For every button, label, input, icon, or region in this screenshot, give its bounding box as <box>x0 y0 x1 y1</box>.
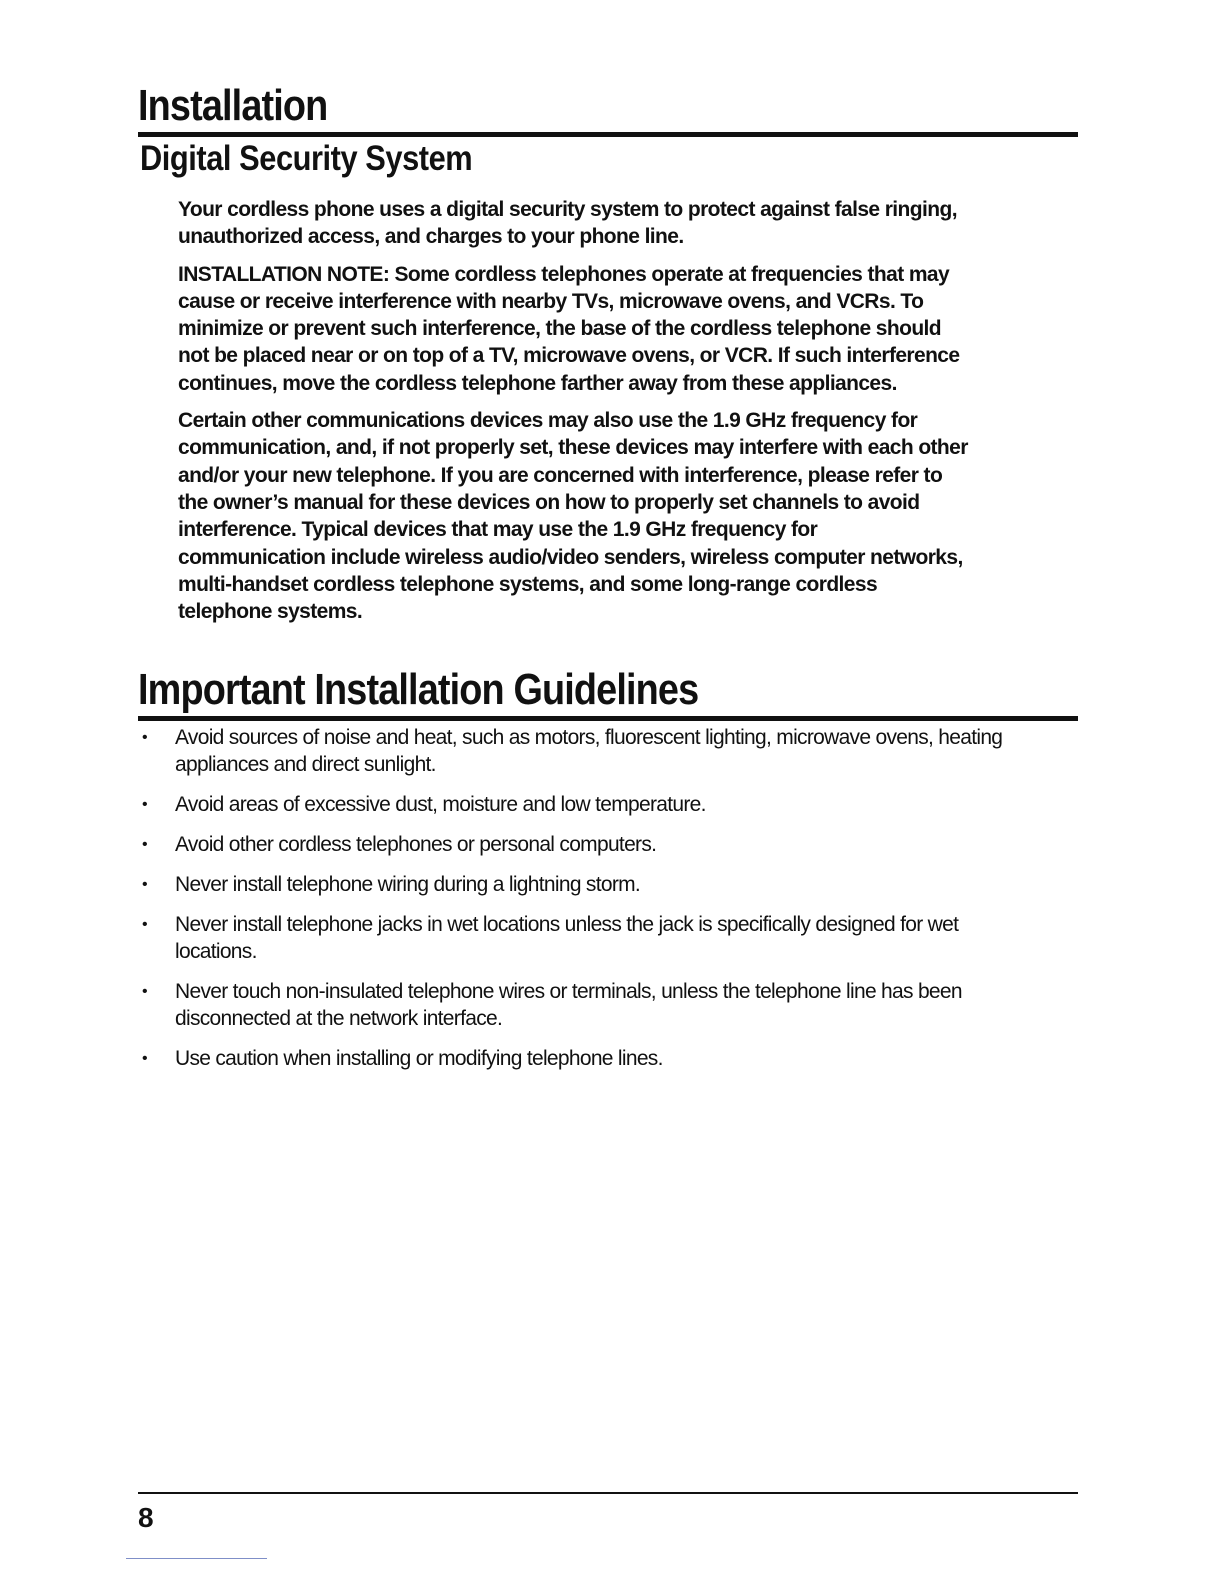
section-title-guidelines <box>138 666 1078 721</box>
footer-divider <box>138 1492 1078 1494</box>
list-item <box>138 978 1038 1032</box>
security-paragraph-1: Your cordless phone uses a digital security system to protect against false ringing, unauthorized access, and charges to your phone line. <box>178 198 957 249</box>
page-number: 8 <box>138 1502 154 1533</box>
bullet-icon: • <box>142 796 147 813</box>
security-paragraph-2: INSTALLATION NOTE: Some cordless telephones operate at frequencies that may cause or receive interference with nearby TVs, microwave ovens, and VCRs. To minimize or prevent such interference, the base of the cordless telephone should not be placed near or on top of a TV, microwave ovens, or VCR. If such interference continues, move the cordless telephone farther away from these appliances. <box>178 262 960 395</box>
list-item-text: Avoid areas of excessive dust, moisture and low temperature. <box>175 793 706 816</box>
list-item <box>138 1045 1038 1072</box>
section-title-installation <box>138 82 1078 137</box>
bullet-icon: • <box>142 729 147 746</box>
list-item-text: Never install telephone wiring during a lightning storm. <box>175 873 641 896</box>
subsection-title-security-text: Digital Security System <box>140 139 473 178</box>
list-item-text: Avoid other cordless telephones or personal computers. <box>175 833 657 856</box>
list-item-text: Use caution when installing or modifying telephone lines. <box>175 1047 663 1070</box>
bullet-icon: • <box>142 916 147 933</box>
manual-page <box>138 0 1078 1584</box>
bullet-icon: • <box>142 1050 147 1067</box>
section-title-guidelines-text: Important Installation Guidelines <box>138 665 699 714</box>
list-item <box>138 724 1038 778</box>
bullet-icon: • <box>142 876 147 893</box>
guidelines-list <box>138 724 1038 1085</box>
list-item <box>138 791 1038 818</box>
bullet-icon: • <box>142 836 147 853</box>
security-paragraph-3: Certain other communications devices may also use the 1.9 GHz frequency for communication, and, if not properly set, these devices may interfere with each other and/or your new telephone. If you are concerned with interference, please refer to the owner’s manual for these devices on how to properly set channels to avoid interference. Typical devices that may use the 1.9 GHz frequency for communication include wireless audio/video senders, wireless computer networks, multi-handset cordless telephone systems, and some long-range cordless telephone systems. <box>178 409 968 624</box>
subsection-title-security <box>140 138 518 180</box>
section-title-installation-text: Installation <box>138 81 328 130</box>
list-item-text: Avoid sources of noise and heat, such as motors, fluorescent lighting, microwave ovens, heating appliances and direct sunlight. <box>175 726 1003 776</box>
list-item <box>138 831 1038 858</box>
list-item <box>138 911 1038 965</box>
bullet-icon: • <box>142 983 147 1000</box>
bottom-link-underline <box>126 1558 267 1559</box>
list-item-text: Never touch non-insulated telephone wires or terminals, unless the telephone line has been disconnected at the network interface. <box>175 980 962 1030</box>
security-body <box>178 196 968 635</box>
list-item <box>138 871 1038 898</box>
list-item-text: Never install telephone jacks in wet locations unless the jack is specifically designed for wet locations. <box>175 913 959 963</box>
